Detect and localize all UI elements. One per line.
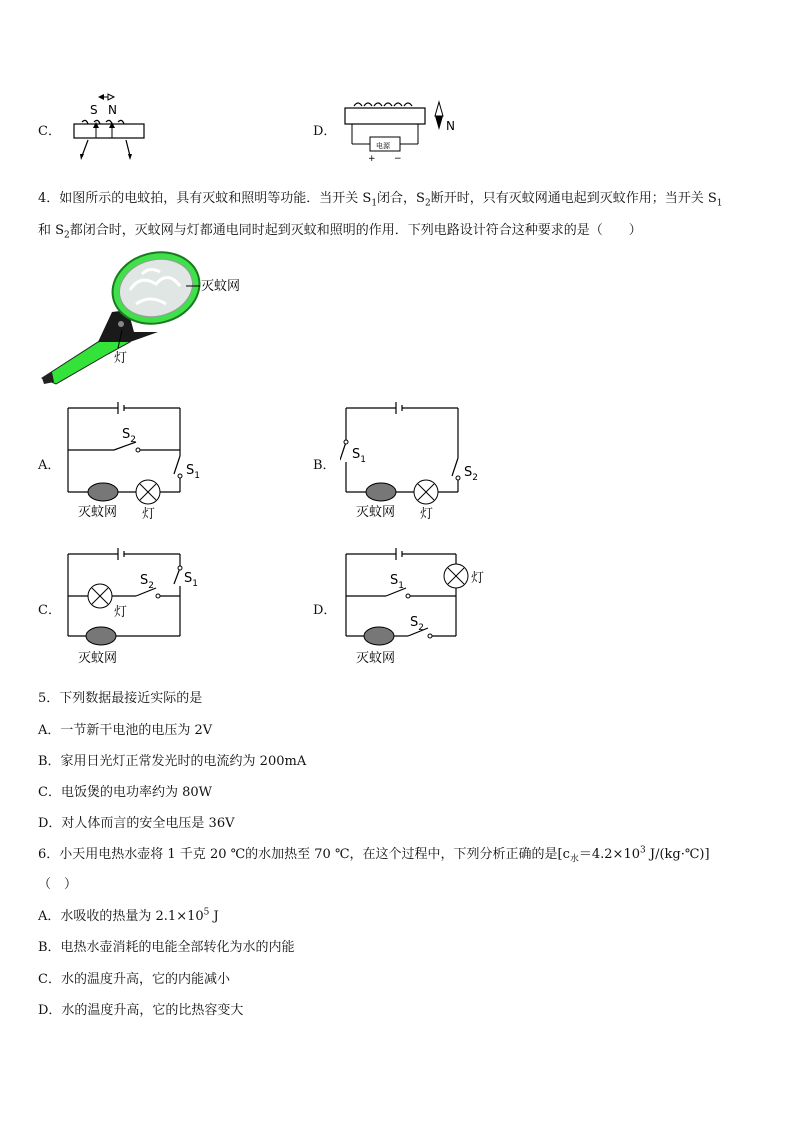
q4-option-d-label: D． [313, 603, 337, 618]
iron-core [74, 124, 144, 138]
mosquito-racket-figure [38, 250, 258, 390]
q6-option-c: C．水的温度升高，它的内能减小 [38, 972, 230, 987]
q4-option-a-circuit [62, 398, 222, 523]
q4-option-b-label: B． [313, 458, 336, 473]
q3-option-d-label: D． [313, 124, 337, 139]
q4-stem-line2: 和 $S_2$都闭合时，灭蚊网与灯都通电同时起到灭蚊和照明的作用．下列电路设计符合这种要求的是（ ） [38, 223, 642, 241]
q5-option-d: D．对人体而言的安全电压是 36V [38, 816, 235, 831]
q4-option-d-circuit [340, 544, 500, 669]
svg-text:灯: 灯 [420, 507, 434, 522]
svg-text:S2: $S_2$ [140, 573, 154, 591]
svg-text:S2: $S_2$ [464, 465, 478, 483]
q3-option-c-figure [68, 92, 158, 162]
q4-option-c-circuit [62, 544, 222, 669]
svg-text:S1: $S_1$ [184, 571, 198, 589]
q3-option-c-label: C． [38, 124, 61, 139]
q4-option-b-circuit [340, 398, 500, 523]
q4-option-a-label: A． [38, 458, 61, 473]
q3-c-n-label: N [108, 103, 117, 117]
svg-text:S1: $S_1$ [352, 447, 366, 465]
q3-option-d-figure [340, 98, 470, 166]
svg-text:灭蚊网: 灭蚊网 [356, 651, 396, 666]
power-supply-label: 电源 [376, 142, 390, 150]
q5-option-c: C．电饭煲的电功率约为 80W [38, 785, 212, 800]
svg-text:灯: 灯 [471, 571, 485, 586]
racket-net-label: 灭蚊网 [201, 279, 241, 294]
racket-lamp-label: 灯 [114, 351, 128, 366]
svg-text:灯: 灯 [142, 507, 156, 522]
svg-text:S2: $S_2$ [410, 615, 424, 633]
svg-text:S2: $S_2$ [122, 427, 136, 445]
q6-option-d: D．水的温度升高，它的比热容变大 [38, 1003, 244, 1018]
q6-paren: （ ） [38, 877, 78, 892]
q3-c-s-label: S [90, 103, 98, 117]
q6-stem: 6．小天用电热水壶将 1 千克 20 ℃的水加热至 70 ℃，在这个过程中，下列分析正确的是[$c_水=4.2\times 10^3$ J/(kg·℃)] [38, 845, 710, 865]
svg-text:灭蚊网: 灭蚊网 [78, 651, 118, 666]
q5-option-b: B．家用日光灯正常发光时的电流约为 200mA [38, 754, 307, 769]
q3-d-n-label: N [446, 119, 455, 133]
q6-option-a: A．水吸收的热量为 $2.1\times 10^5$ J [38, 907, 219, 924]
q4-option-c-label: C． [38, 603, 61, 618]
q5-stem: 5．下列数据最接近实际的是 [38, 691, 203, 706]
svg-text:灭蚊网: 灭蚊网 [356, 505, 396, 520]
svg-text:灭蚊网: 灭蚊网 [78, 505, 118, 520]
net-symbol [88, 483, 118, 501]
q6-option-b: B．电热水壶消耗的电能全部转化为水的内能 [38, 940, 295, 955]
plus-sign: + [368, 154, 376, 164]
svg-text:灯: 灯 [114, 605, 128, 620]
minus-sign: − [394, 154, 402, 164]
solenoid-core [345, 108, 425, 124]
svg-text:S1: $S_1$ [186, 463, 200, 481]
q4-stem-line1: 4．如图所示的电蚊拍，具有灭蚊和照明等功能．当开关 $S_1$闭合，$S_2$断开时，只有灭蚊网通电起到灭蚊作用；当开关 $S_1$ [38, 191, 723, 209]
q5-option-a: A．一节新干电池的电压为 2V [38, 723, 213, 738]
svg-text:S1: $S_1$ [390, 573, 404, 591]
